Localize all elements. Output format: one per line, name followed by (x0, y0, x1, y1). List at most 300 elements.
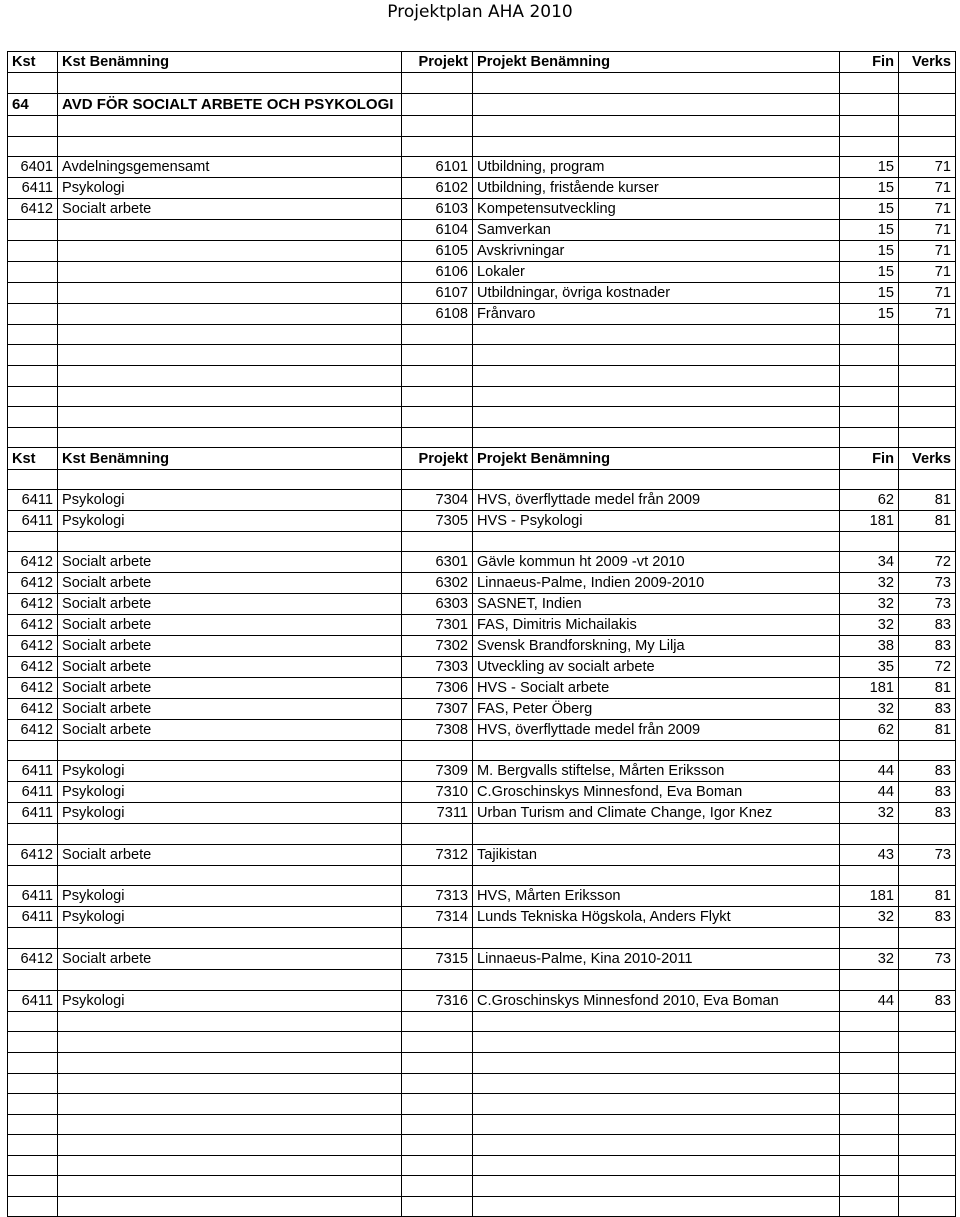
cell-kst-benamning (58, 407, 402, 428)
table-row (8, 552, 956, 573)
cell-kst-benamning (58, 1053, 402, 1074)
cell-projekt: 6301 (402, 552, 473, 573)
cell-fin: 44 (840, 782, 899, 803)
cell-kst: 6411 (8, 803, 58, 824)
header-projekt-benamning: Projekt Benämning (473, 52, 840, 73)
cell-projekt: 7311 (402, 803, 473, 824)
cell-kst (8, 137, 58, 157)
cell-fin: 44 (840, 761, 899, 782)
blank-row (8, 970, 956, 991)
cell-fin (840, 1074, 899, 1094)
cell-kst (8, 1032, 58, 1053)
cell-kst (8, 345, 58, 366)
cell-kst-benamning: Psykologi (58, 511, 402, 532)
cell-projekt: 6102 (402, 178, 473, 199)
blank-row (8, 387, 956, 407)
section-title: AVD FÖR SOCIALT ARBETE OCH PSYKOLOGI (58, 94, 402, 116)
cell-projekt-benamning: FAS, Peter Öberg (473, 699, 840, 720)
cell-kst: 6411 (8, 907, 58, 928)
cell-fin: 32 (840, 949, 899, 970)
cell-verks (899, 407, 956, 428)
cell-kst-benamning: Psykologi (58, 761, 402, 782)
cell-fin (840, 824, 899, 845)
cell-projekt-benamning: Avskrivningar (473, 241, 840, 262)
cell-fin (840, 325, 899, 345)
table-row (8, 490, 956, 511)
cell-kst-benamning: Socialt arbete (58, 615, 402, 636)
cell-projekt-benamning: C.Groschinskys Minnesfond 2010, Eva Boman (473, 991, 840, 1012)
cell-kst (8, 1053, 58, 1074)
cell-verks (899, 325, 956, 345)
cell-projekt-benamning: Frånvaro (473, 304, 840, 325)
cell-verks: 72 (899, 657, 956, 678)
cell-verks: 71 (899, 262, 956, 283)
cell-verks: 81 (899, 490, 956, 511)
cell-fin: 34 (840, 552, 899, 573)
cell-kst-benamning: Psykologi (58, 803, 402, 824)
cell-fin (840, 1156, 899, 1176)
cell-fin: 35 (840, 657, 899, 678)
cell-projekt (402, 407, 473, 428)
cell-kst: 6411 (8, 511, 58, 532)
cell-projekt-benamning (473, 407, 840, 428)
cell-projekt-benamning: Kompetensutveckling (473, 199, 840, 220)
header-verks: Verks (899, 52, 956, 73)
cell-kst (8, 1135, 58, 1156)
cell-kst (8, 116, 58, 137)
header-kst: Kst (8, 52, 58, 73)
cell-fin (840, 116, 899, 137)
table-row (8, 199, 956, 220)
cell-projekt-benamning: Svensk Brandforskning, My Lilja (473, 636, 840, 657)
table-row (8, 157, 956, 178)
blank-row (8, 532, 956, 552)
cell-verks: 81 (899, 678, 956, 699)
cell-projekt: 7313 (402, 886, 473, 907)
header-projekt: Projekt (402, 448, 473, 470)
cell-kst (8, 532, 58, 552)
cell-projekt-benamning (473, 73, 840, 94)
cell-projekt-benamning: Utbildningar, övriga kostnader (473, 283, 840, 304)
cell-projekt: 7304 (402, 490, 473, 511)
cell-kst-benamning (58, 1156, 402, 1176)
cell-projekt (402, 345, 473, 366)
cell-fin (840, 1135, 899, 1156)
cell-fin: 62 (840, 720, 899, 741)
cell-projekt-benamning (473, 866, 840, 886)
cell-kst: 6412 (8, 845, 58, 866)
table-row (8, 949, 956, 970)
cell-fin: 15 (840, 178, 899, 199)
cell-fin (840, 366, 899, 387)
cell-kst: 6412 (8, 594, 58, 615)
cell-projekt: 7310 (402, 782, 473, 803)
cell-projekt: 7315 (402, 949, 473, 970)
cell-projekt-benamning: HVS, Mårten Eriksson (473, 886, 840, 907)
cell-projekt: 6106 (402, 262, 473, 283)
cell-kst-benamning (58, 304, 402, 325)
cell-fin (840, 428, 899, 448)
cell-verks: 71 (899, 199, 956, 220)
cell-kst-benamning (58, 1197, 402, 1217)
blank-row (8, 137, 956, 157)
cell-kst-benamning (58, 741, 402, 761)
cell-kst (8, 741, 58, 761)
cell-kst-benamning (58, 970, 402, 991)
cell-verks (899, 866, 956, 886)
cell-fin (840, 345, 899, 366)
cell-projekt: 6108 (402, 304, 473, 325)
blank-row (8, 866, 956, 886)
cell-projekt-benamning: HVS, överflyttade medel från 2009 (473, 720, 840, 741)
cell-projekt (402, 741, 473, 761)
cell-kst (8, 1094, 58, 1115)
cell-fin: 181 (840, 511, 899, 532)
cell-verks (899, 1156, 956, 1176)
cell-projekt: 7306 (402, 678, 473, 699)
cell-kst-benamning (58, 73, 402, 94)
cell-projekt (402, 325, 473, 345)
cell-verks: 83 (899, 991, 956, 1012)
blank-row (8, 428, 956, 448)
blank-row (8, 470, 956, 490)
cell-fin (840, 1032, 899, 1053)
cell-projekt: 6103 (402, 199, 473, 220)
cell-projekt: 7303 (402, 657, 473, 678)
table-row (8, 782, 956, 803)
blank-row (8, 1176, 956, 1197)
page-title: Projektplan AHA 2010 (387, 2, 573, 22)
cell-verks (899, 1197, 956, 1217)
cell-fin (840, 1094, 899, 1115)
cell-kst: 6412 (8, 573, 58, 594)
cell-verks: 83 (899, 782, 956, 803)
table-row (8, 761, 956, 782)
table-row (8, 241, 956, 262)
cell-fin: 15 (840, 283, 899, 304)
cell-fin (840, 137, 899, 157)
cell-projekt-benamning (473, 928, 840, 949)
cell-kst: 6411 (8, 991, 58, 1012)
cell-kst: 6412 (8, 657, 58, 678)
cell-projekt-benamning (473, 1115, 840, 1135)
blank-row (8, 1012, 956, 1032)
cell-kst: 6412 (8, 949, 58, 970)
cell-kst-benamning (58, 928, 402, 949)
cell-kst-benamning: Psykologi (58, 490, 402, 511)
section-code: 64 (8, 94, 58, 116)
cell-projekt: 7308 (402, 720, 473, 741)
cell-kst-benamning (58, 325, 402, 345)
cell-kst-benamning: Psykologi (58, 991, 402, 1012)
cell-kst-benamning: Psykologi (58, 178, 402, 199)
cell-projekt (402, 1074, 473, 1094)
cell-verks (899, 73, 956, 94)
cell-kst-benamning: Socialt arbete (58, 657, 402, 678)
cell-kst: 6411 (8, 178, 58, 199)
table-row (8, 220, 956, 241)
blank-row (8, 407, 956, 428)
cell-verks: 81 (899, 511, 956, 532)
cell-kst: 6411 (8, 490, 58, 511)
cell-verks (899, 532, 956, 552)
cell-fin (840, 387, 899, 407)
cell-projekt (402, 137, 473, 157)
table-row (8, 636, 956, 657)
cell-verks (899, 1032, 956, 1053)
header-row (8, 52, 956, 73)
table-row (8, 594, 956, 615)
cell-kst-benamning (58, 220, 402, 241)
cell-fin (840, 1053, 899, 1074)
cell-projekt-benamning (473, 428, 840, 448)
cell-kst: 6412 (8, 636, 58, 657)
cell-fin (840, 94, 899, 116)
blank-row (8, 1053, 956, 1074)
cell-projekt: 7314 (402, 907, 473, 928)
cell-projekt-benamning (473, 366, 840, 387)
cell-verks (899, 1115, 956, 1135)
cell-fin: 181 (840, 886, 899, 907)
cell-kst-benamning (58, 470, 402, 490)
cell-projekt (402, 1094, 473, 1115)
cell-projekt-benamning: Tajikistan (473, 845, 840, 866)
cell-verks (899, 824, 956, 845)
cell-kst-benamning: Socialt arbete (58, 845, 402, 866)
cell-verks: 71 (899, 157, 956, 178)
blank-row (8, 1074, 956, 1094)
cell-kst-benamning (58, 824, 402, 845)
table-row (8, 678, 956, 699)
cell-kst-benamning (58, 1032, 402, 1053)
header-projekt-benamning: Projekt Benämning (473, 448, 840, 470)
blank-row (8, 824, 956, 845)
cell-fin: 32 (840, 615, 899, 636)
cell-projekt-benamning: Utbildning, program (473, 157, 840, 178)
cell-fin: 15 (840, 220, 899, 241)
cell-kst: 6411 (8, 761, 58, 782)
cell-projekt: 7307 (402, 699, 473, 720)
cell-verks: 71 (899, 241, 956, 262)
cell-kst-benamning (58, 387, 402, 407)
cell-kst-benamning: Socialt arbete (58, 949, 402, 970)
cell-kst (8, 387, 58, 407)
cell-fin: 15 (840, 241, 899, 262)
cell-kst (8, 407, 58, 428)
cell-kst (8, 1074, 58, 1094)
cell-verks (899, 137, 956, 157)
cell-verks: 71 (899, 178, 956, 199)
cell-kst: 6412 (8, 699, 58, 720)
cell-projekt-benamning (473, 1074, 840, 1094)
blank-row (8, 1032, 956, 1053)
cell-projekt (402, 1012, 473, 1032)
cell-projekt-benamning: Linnaeus-Palme, Kina 2010-2011 (473, 949, 840, 970)
cell-projekt-benamning: Utveckling av socialt arbete (473, 657, 840, 678)
table-row (8, 573, 956, 594)
cell-kst (8, 366, 58, 387)
cell-projekt (402, 116, 473, 137)
cell-projekt (402, 1115, 473, 1135)
cell-verks (899, 345, 956, 366)
cell-projekt-benamning: HVS - Socialt arbete (473, 678, 840, 699)
cell-projekt-benamning: FAS, Dimitris Michailakis (473, 615, 840, 636)
cell-projekt-benamning: Urban Turism and Climate Change, Igor Knez (473, 803, 840, 824)
cell-kst: 6412 (8, 199, 58, 220)
cell-projekt: 6104 (402, 220, 473, 241)
cell-kst-benamning (58, 866, 402, 886)
blank-row (8, 325, 956, 345)
cell-kst-benamning (58, 1176, 402, 1197)
table-row (8, 283, 956, 304)
cell-kst-benamning (58, 366, 402, 387)
cell-fin: 32 (840, 594, 899, 615)
cell-kst (8, 73, 58, 94)
cell-fin: 15 (840, 199, 899, 220)
cell-verks: 83 (899, 907, 956, 928)
blank-row (8, 928, 956, 949)
section-row (8, 94, 956, 116)
cell-kst-benamning (58, 1012, 402, 1032)
cell-kst-benamning (58, 428, 402, 448)
blank-row (8, 1135, 956, 1156)
cell-projekt-benamning (473, 741, 840, 761)
cell-fin (840, 741, 899, 761)
cell-fin (840, 470, 899, 490)
table-row (8, 720, 956, 741)
cell-verks: 71 (899, 220, 956, 241)
cell-projekt (402, 532, 473, 552)
header-projekt: Projekt (402, 52, 473, 73)
cell-kst-benamning (58, 345, 402, 366)
cell-fin: 32 (840, 573, 899, 594)
blank-row (8, 116, 956, 137)
cell-kst: 6401 (8, 157, 58, 178)
cell-verks: 71 (899, 283, 956, 304)
cell-verks (899, 1053, 956, 1074)
cell-kst (8, 325, 58, 345)
cell-kst (8, 241, 58, 262)
cell-kst (8, 283, 58, 304)
cell-kst-benamning: Psykologi (58, 782, 402, 803)
cell-projekt (402, 1032, 473, 1053)
cell-kst (8, 1197, 58, 1217)
cell-kst: 6411 (8, 886, 58, 907)
cell-kst (8, 866, 58, 886)
cell-fin: 32 (840, 907, 899, 928)
cell-projekt-benamning (473, 1156, 840, 1176)
cell-kst (8, 970, 58, 991)
cell-fin: 15 (840, 304, 899, 325)
cell-fin: 62 (840, 490, 899, 511)
cell-projekt-benamning: Lunds Tekniska Högskola, Anders Flykt (473, 907, 840, 928)
table-row (8, 615, 956, 636)
cell-projekt (402, 366, 473, 387)
cell-verks (899, 470, 956, 490)
cell-projekt-benamning: Gävle kommun ht 2009 -vt 2010 (473, 552, 840, 573)
blank-row (8, 1197, 956, 1217)
cell-projekt-benamning: Linnaeus-Palme, Indien 2009-2010 (473, 573, 840, 594)
cell-kst-benamning: Psykologi (58, 886, 402, 907)
blank-row (8, 1094, 956, 1115)
table-row (8, 304, 956, 325)
cell-verks (899, 1074, 956, 1094)
cell-fin (840, 407, 899, 428)
cell-verks: 83 (899, 699, 956, 720)
cell-verks: 83 (899, 803, 956, 824)
cell-projekt (402, 866, 473, 886)
cell-projekt-benamning (473, 1012, 840, 1032)
table-row (8, 657, 956, 678)
cell-projekt (402, 824, 473, 845)
cell-kst-benamning (58, 241, 402, 262)
cell-verks (899, 387, 956, 407)
table-row (8, 262, 956, 283)
cell-projekt (402, 928, 473, 949)
table-row (8, 991, 956, 1012)
cell-projekt (402, 387, 473, 407)
cell-verks: 73 (899, 594, 956, 615)
cell-verks: 73 (899, 573, 956, 594)
cell-kst (8, 470, 58, 490)
cell-projekt-benamning (473, 1197, 840, 1217)
cell-verks (899, 741, 956, 761)
blank-row (8, 1156, 956, 1176)
cell-kst-benamning: Socialt arbete (58, 699, 402, 720)
cell-projekt-benamning (473, 1032, 840, 1053)
cell-projekt: 6302 (402, 573, 473, 594)
cell-fin (840, 73, 899, 94)
cell-projekt-benamning (473, 1176, 840, 1197)
cell-kst-benamning (58, 1074, 402, 1094)
cell-kst-benamning (58, 137, 402, 157)
cell-kst-benamning: Psykologi (58, 907, 402, 928)
cell-verks: 73 (899, 845, 956, 866)
cell-projekt (402, 1156, 473, 1176)
cell-fin: 43 (840, 845, 899, 866)
cell-fin: 44 (840, 991, 899, 1012)
cell-projekt (402, 970, 473, 991)
cell-verks (899, 1135, 956, 1156)
cell-projekt (402, 1176, 473, 1197)
cell-verks: 71 (899, 304, 956, 325)
cell-verks: 83 (899, 615, 956, 636)
cell-verks (899, 428, 956, 448)
cell-fin: 38 (840, 636, 899, 657)
cell-fin: 32 (840, 803, 899, 824)
cell-projekt-benamning (473, 137, 840, 157)
cell-projekt: 7301 (402, 615, 473, 636)
cell-projekt-benamning: HVS - Psykologi (473, 511, 840, 532)
cell-verks (899, 970, 956, 991)
cell-kst (8, 304, 58, 325)
cell-fin (840, 970, 899, 991)
cell-projekt (402, 1053, 473, 1074)
cell-verks: 73 (899, 949, 956, 970)
cell-fin: 181 (840, 678, 899, 699)
cell-kst (8, 220, 58, 241)
table-row (8, 699, 956, 720)
cell-projekt (402, 1197, 473, 1217)
cell-projekt-benamning (473, 1053, 840, 1074)
cell-projekt-benamning (473, 824, 840, 845)
header-verks: Verks (899, 448, 956, 470)
cell-verks (899, 1012, 956, 1032)
cell-projekt-benamning (473, 1135, 840, 1156)
cell-kst-benamning (58, 1115, 402, 1135)
cell-fin: 15 (840, 262, 899, 283)
table-row (8, 845, 956, 866)
